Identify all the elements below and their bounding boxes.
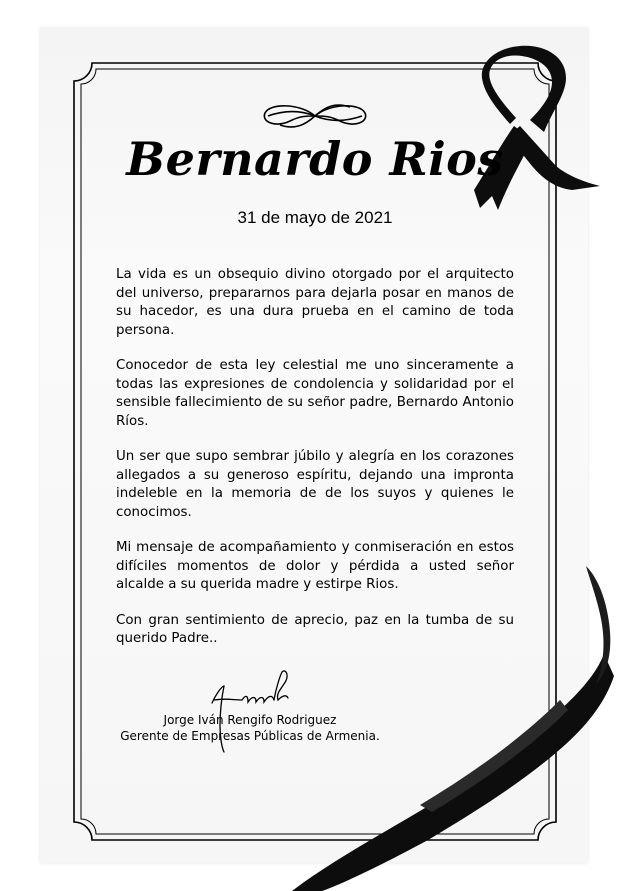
paragraph: La vida es un obsequio divino otorgado por el arquitecto del universo, prepararnos para dejarla posar en manos de su hacedor, es una dura prueba en el camino de toda persona. bbox=[116, 267, 514, 338]
paragraph: Mi mensaje de acompañamiento y conmiseración en estos difíciles momentos de dolor y pérdida a usted señor alcalde a su querida madre y estirpe Rios. bbox=[116, 540, 514, 592]
date: 31 de mayo de 2021 bbox=[237, 208, 393, 227]
paragraph: Un ser que supo sembrar júbilo y alegría en los corazones allegados a su generoso espíritu, dejando una impronta indeleble en la memoria de de los suyos y quienes le conocimos. bbox=[116, 449, 514, 520]
signer-position: Gerente de Empresas Públicas de Armenia. bbox=[120, 729, 380, 743]
signer-name: Jorge Iván Rengifo Rodriguez bbox=[163, 713, 337, 727]
signature-block bbox=[100, 712, 400, 744]
deceased-name: Bernardo Rios bbox=[126, 132, 504, 186]
paragraph: Conocedor de esta ley celestial me uno sinceramente a todas las expresiones de condolencia y solidaridad por el sensible fallecimiento de su señor padre, Bernardo Antonio Ríos. bbox=[116, 358, 514, 429]
flourish-ornament-icon bbox=[264, 105, 365, 127]
paragraph: Con gran sentimiento de aprecio, paz en la tumba de su querido Padre.. bbox=[116, 612, 514, 646]
condolence-message bbox=[116, 266, 514, 666]
